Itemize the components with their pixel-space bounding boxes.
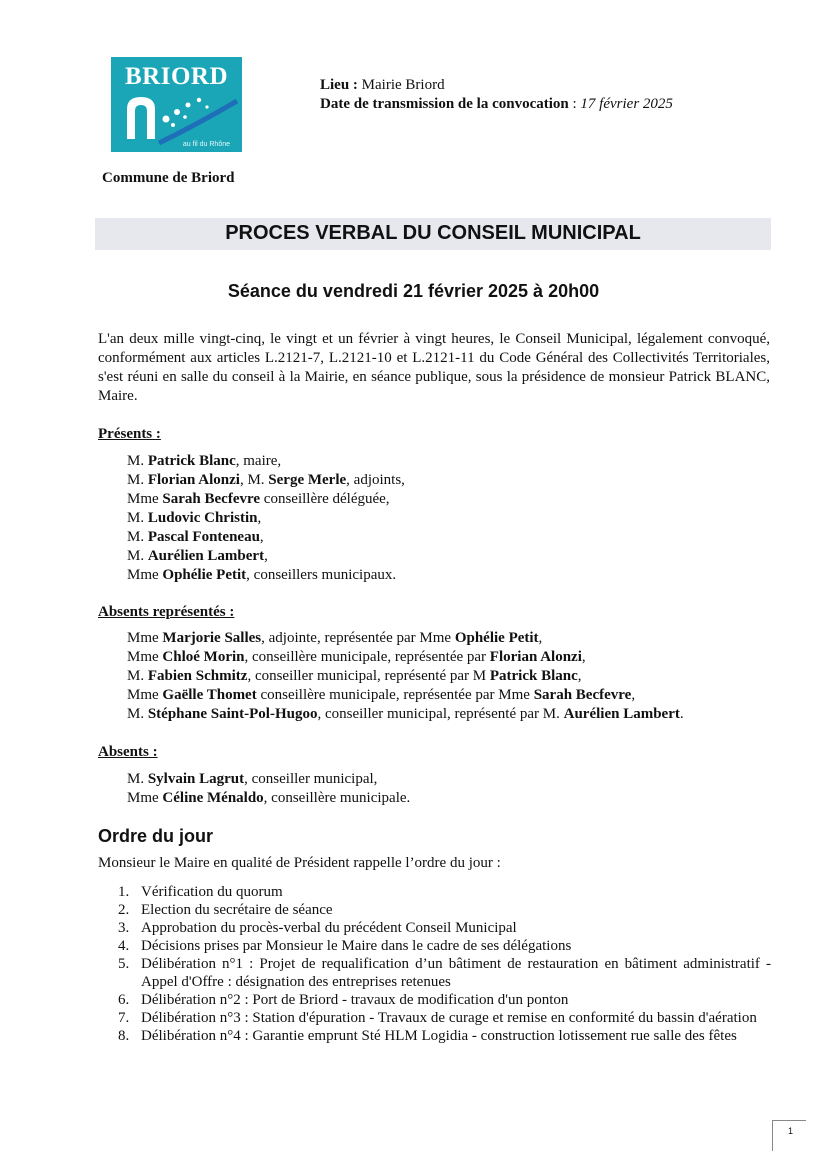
list-item (127, 667, 684, 686)
lieu-label: Lieu : (320, 77, 358, 93)
agenda-item-text: Délibération n°1 : Projet de requalification d’un bâtiment de restauration en bâtiment administratif - Appel d'Offre : désignation des entreprises retenues (141, 956, 771, 990)
list-text: , conseillère municipale. (263, 790, 411, 806)
list-text: , conseiller municipal, (244, 771, 378, 787)
date-label: Date de transmission de la convocation (320, 96, 569, 112)
agenda-item (108, 955, 771, 991)
person-name: Serge Merle (268, 472, 347, 488)
list-text: Mme (127, 630, 163, 646)
list-text: , conseiller municipal, représenté par M. (317, 706, 564, 722)
agenda-item (108, 883, 771, 901)
agenda-item-text: Délibération n°2 : Port de Briord - travaux de modification d'un ponton (141, 992, 569, 1008)
person-name: Florian Alonzi (147, 472, 240, 488)
absents-representes-label: Absents représentés : (98, 604, 235, 620)
person-name: Sylvain Lagrut (147, 771, 245, 787)
lieu-value: Mairie Briord (361, 77, 445, 93)
person-name: Sarah Becfevre (162, 491, 261, 507)
list-text: Mme (127, 790, 163, 806)
list-text: , conseiller municipal, représenté par M (247, 668, 490, 684)
list-item (127, 528, 405, 547)
list-text: M. (127, 548, 148, 564)
list-text: M. (127, 706, 148, 722)
person-name: Fabien Schmitz (147, 668, 248, 684)
list-item (127, 770, 410, 789)
person-name: Sarah Becfevre (533, 687, 632, 703)
ordre-du-jour-list (108, 883, 771, 1045)
absents-list (127, 770, 410, 808)
list-text: , (257, 510, 262, 526)
list-text: , maire, (235, 453, 282, 469)
person-name: Céline Ménaldo (162, 790, 264, 806)
list-item (127, 686, 684, 705)
briord-logo (111, 57, 242, 152)
logo-tagline: au fil du Rhône (182, 141, 230, 148)
list-text: , conseillers municipaux. (246, 567, 397, 583)
lieu-line (320, 76, 673, 95)
agenda-item-number: 1. (118, 884, 130, 900)
list-text: Mme (127, 567, 163, 583)
agenda-item (108, 1027, 771, 1045)
person-name: Ophélie Petit (454, 630, 539, 646)
agenda-item (108, 991, 771, 1009)
list-item (127, 705, 684, 724)
agenda-item-text: Vérification du quorum (141, 884, 283, 900)
list-item (127, 471, 405, 490)
agenda-item-number: 4. (118, 938, 130, 954)
list-text: , adjointe, représentée par Mme (261, 630, 455, 646)
list-text: M. (127, 529, 148, 545)
person-name: Stéphane Saint-Pol-Hugoo (147, 706, 318, 722)
ordre-du-jour-title: Ordre du jour (98, 826, 214, 846)
person-name: Marjorie Salles (162, 630, 262, 646)
list-item (127, 629, 684, 648)
agenda-item-number: 8. (118, 1028, 130, 1044)
date-value: 17 février 2025 (580, 96, 673, 112)
list-text: , (538, 630, 543, 646)
agenda-item-text: Délibération n°4 : Garantie emprunt Sté HLM Logidia - construction lotissement rue salle des fêtes (141, 1028, 737, 1044)
ordre-du-jour-intro: Monsieur le Maire en qualité de Président rappelle l’ordre du jour : (98, 855, 501, 871)
list-item (127, 509, 405, 528)
list-text: , (631, 687, 636, 703)
person-name: Ludovic Christin (147, 510, 258, 526)
date-line (320, 95, 673, 114)
person-name: Aurélien Lambert (563, 706, 680, 722)
list-text: , (259, 529, 264, 545)
person-name: Pascal Fonteneau (147, 529, 260, 545)
agenda-item (108, 901, 771, 919)
intro-paragraph: L'an deux mille vingt-cinq, le vingt et un février à vingt heures, le Conseil Municipal, légalement convoqué, conformément aux articles L.2121-7, L.2121-10 et L.2121-11 du Code Général des Collectivités Territoriales, s'est réuni en salle du conseil à la Mairie, en séance publique, sous la présidence de monsieur Patrick BLANC, Maire. (98, 331, 770, 404)
list-item (127, 648, 684, 667)
list-text: M. (127, 453, 148, 469)
agenda-item-number: 3. (118, 920, 130, 936)
commune-name: Commune de Briord (102, 170, 235, 186)
presents-label: Présents : (98, 426, 161, 442)
absents-label: Absents : (98, 744, 158, 760)
list-text: M. (127, 510, 148, 526)
list-text: , (264, 548, 268, 564)
agenda-item-number: 6. (118, 992, 130, 1008)
list-text: , (577, 668, 582, 684)
agenda-item-text: Décisions prises par Monsieur le Maire dans le cadre de ses délégations (141, 938, 572, 954)
absents-representes-list (127, 629, 684, 724)
agenda-item-text: Election du secrétaire de séance (141, 902, 333, 918)
list-text: . (679, 706, 684, 722)
agenda-item-number: 5. (118, 956, 130, 972)
person-name: Patrick Blanc (147, 453, 236, 469)
agenda-item (108, 919, 771, 937)
list-item (127, 789, 410, 808)
agenda-item (108, 937, 771, 955)
list-text: M. (127, 771, 148, 787)
page-title: PROCES VERBAL DU CONSEIL MUNICIPAL (225, 222, 641, 244)
list-text: M. (127, 668, 148, 684)
person-name: Florian Alonzi (489, 649, 582, 665)
list-item (127, 452, 405, 471)
agenda-item-text: Délibération n°3 : Station d'épuration - Travaux de curage et remise en conformité du bassin d'aération (141, 1010, 757, 1026)
person-name: Patrick Blanc (489, 668, 578, 684)
list-item (127, 566, 405, 585)
agenda-item-text: Approbation du procès-verbal du précédent Conseil Municipal (141, 920, 517, 936)
list-item (127, 547, 405, 566)
agenda-item (108, 1009, 771, 1027)
list-text: Mme (127, 649, 163, 665)
person-name: Gaëlle Thomet (162, 687, 257, 703)
list-text: M. (127, 472, 148, 488)
seance-subtitle: Séance du vendredi 21 février 2025 à 20h00 (227, 281, 600, 301)
list-text: , (581, 649, 586, 665)
person-name: Ophélie Petit (162, 567, 247, 583)
list-text: conseillère municipale, représentée par Mme (256, 687, 534, 703)
list-text: Mme (127, 687, 163, 703)
page-number: 1 (788, 1126, 794, 1136)
header-info (320, 76, 673, 114)
agenda-item-number: 2. (118, 902, 130, 918)
list-text: conseillère déléguée, (260, 491, 390, 507)
person-name: Aurélien Lambert (147, 548, 265, 564)
list-text: , adjoints, (346, 472, 405, 488)
person-name: Chloé Morin (162, 649, 245, 665)
agenda-item-number: 7. (118, 1010, 130, 1026)
presents-list (127, 452, 405, 585)
list-item (127, 490, 405, 509)
list-text: , M. (239, 472, 269, 488)
date-separator: : (568, 96, 581, 112)
list-text: , conseillère municipale, représentée par (244, 649, 490, 665)
logo-text: BRIORD (124, 63, 228, 90)
list-text: Mme (127, 491, 163, 507)
